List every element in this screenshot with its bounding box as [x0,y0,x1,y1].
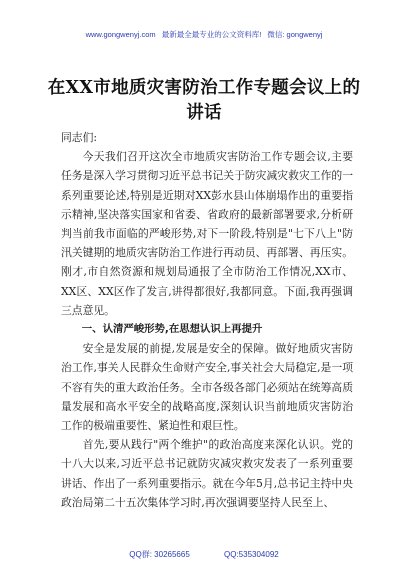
document-title: 在XX市地质灾害防治工作专题会议上的讲话 [47,78,361,123]
document-body [61,128,353,512]
footer-qq: QQ:535304092 [224,550,279,559]
page-header [0,29,408,40]
website-link[interactable]: www.gongwenyj.com [85,30,156,39]
header-wechat: 微信: gongwenyj [267,30,323,39]
section-paragraph: 首先,要从践行"两个维护"的政治高度来深化认识。党的十八大以来,习近平总书记就防灾减灾救灾发表了一系列重要讲话、作出了一系列重要指示。就在今年5月,总书记主持中央政治局第二十五次集体学习时,再次强调要坚持人民至上、 [61,438,353,509]
footer-qq-group: QQ群: 30265665 [129,550,190,559]
page-footer [0,549,408,560]
salutation: 同志们: [61,131,98,144]
intro-paragraph: 今天我们召开这次全市地质灾害防治工作专题会议,主要任务是深入学习贯彻习近平总书记关于防灾减灾救灾工作的一系列重要论述,特别是近期对XX彭水县山体崩塌作出的重要指示精神,坚决落实国家和省委、省政府的最新部署要求,分析研判当前我市面临的严峻形势,对下一阶段,特别是"七下八上"防汛关键期的地质灾害防治工作进行再动员、再部署、再压实。刚才,市自然资源和规划局通报了全市防治工作情况,XX市、XX区、XX区作了发言,讲得都很好,我都同意。下面,我再强调三点意见。 [61,150,353,317]
header-slogan: 最新最全最专业的公文资料库! [161,30,262,39]
section-paragraph: 安全是发展的前提,发展是安全的保障。做好地质灾害防治工作,事关人民群众生命财产安全,事关社会大局稳定,是一项不容有失的重大政治任务。全市各级各部门必须站在统筹高质量发展和高水平安全的战略高度,深刻认识当前地质灾害防治工作的极端重要性、紧迫性和艰巨性。 [61,342,353,433]
section-heading: 一、认清严峻形势,在思想认识上再提升 [81,323,263,336]
